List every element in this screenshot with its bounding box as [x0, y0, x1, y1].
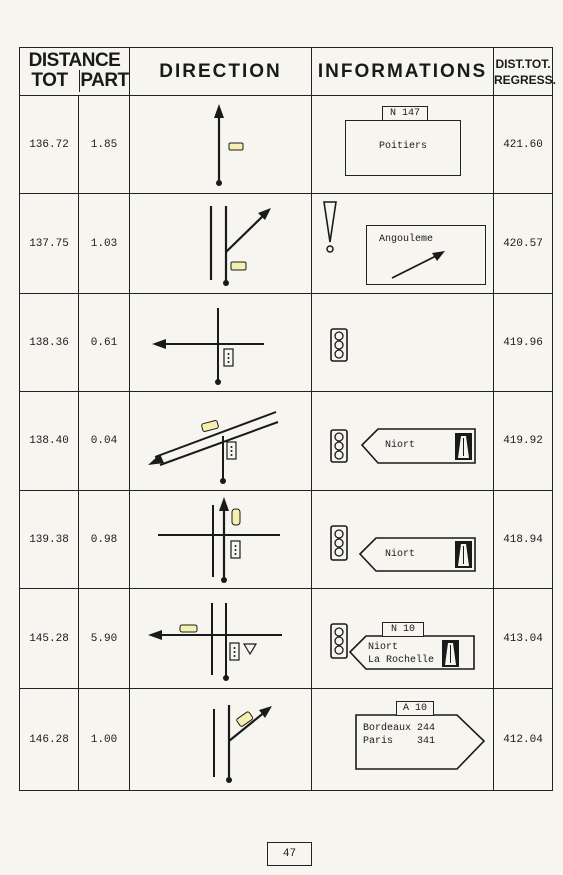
traffic-light-icon: [331, 526, 347, 560]
informations-header: INFORMATIONS: [312, 48, 494, 96]
signs-graphics: [312, 491, 494, 588]
regress-cell: 419.96: [494, 294, 553, 392]
information-cell: [312, 392, 494, 491]
regress-cell: 413.04: [494, 589, 553, 689]
table-row: [20, 194, 553, 294]
regress-label: REGRESS.: [494, 72, 557, 87]
header-row: [20, 48, 553, 96]
part-cell: 1.85: [79, 96, 130, 194]
table-row: [20, 96, 553, 194]
information-cell: [312, 589, 494, 689]
information-cell: [312, 96, 494, 194]
route-number-plate: N 147: [382, 106, 428, 121]
regress-cell: 412.04: [494, 689, 553, 791]
regress-cell: 418.94: [494, 491, 553, 589]
tot-cell: 136.72: [20, 96, 79, 194]
straight-arrow-diagram: [130, 96, 312, 193]
fork-right-diagram: [130, 194, 312, 293]
direction-sign: [345, 120, 461, 176]
part-label: PART: [80, 69, 129, 91]
direction-cell: [130, 194, 312, 294]
dist-regress-header: [494, 48, 557, 96]
crossroad-left-with-yield-diagram: [130, 589, 312, 688]
route-number-plate: N 10: [382, 622, 424, 637]
tot-cell: 146.28: [20, 689, 79, 791]
information-cell: [312, 194, 494, 294]
traffic-light-icon: [312, 294, 494, 391]
sign-destination: Niort: [385, 549, 416, 560]
page-number: 47: [267, 842, 312, 866]
information-cell: [312, 294, 494, 392]
crossroad-left-diagram: [130, 294, 312, 391]
direction-cell: [130, 294, 312, 392]
sign-destination: Paris 341: [363, 736, 436, 747]
direction-cell: [130, 491, 312, 589]
tot-cell: 139.38: [20, 491, 79, 589]
part-cell: 5.90: [79, 589, 130, 689]
direction-cell: [130, 392, 312, 491]
traffic-light-icon: [331, 624, 347, 658]
tot-cell: 138.40: [20, 392, 79, 491]
sign-destination: Niort: [385, 440, 416, 451]
table-row: [20, 294, 553, 392]
information-cell: [312, 689, 494, 791]
direction-header: DIRECTION: [130, 48, 312, 96]
regress-cell: 420.57: [494, 194, 553, 294]
direction-cell: [130, 589, 312, 689]
crossroad-straight-diagram: [130, 491, 312, 588]
part-cell: 0.61: [79, 294, 130, 392]
signs-graphics: [312, 589, 494, 688]
distance-label: DISTANCE: [28, 49, 121, 71]
part-cell: 1.03: [79, 194, 130, 294]
table-row: [20, 392, 553, 491]
sign-destination: Bordeaux 244: [363, 723, 436, 734]
tot-cell: 145.28: [20, 589, 79, 689]
traffic-light-icon: [331, 430, 347, 462]
direction-sign: [366, 225, 486, 285]
direction-cell: [130, 96, 312, 194]
table-row: [20, 589, 553, 689]
table-row: [20, 491, 553, 589]
distance-header: [20, 48, 130, 96]
direction-cell: [130, 689, 312, 791]
regress-cell: 419.92: [494, 392, 553, 491]
sign-destination: La Rochelle: [368, 655, 435, 666]
route-number-plate: A 10: [396, 701, 434, 716]
part-cell: 0.04: [79, 392, 130, 491]
motorway-icon: [455, 541, 472, 568]
tot-cell: 138.36: [20, 294, 79, 392]
motorway-icon: [455, 433, 472, 460]
sign-destination: Niort: [368, 642, 399, 653]
table-row: [20, 689, 553, 791]
motorway-icon: [442, 640, 459, 667]
regress-cell: 421.60: [494, 96, 553, 194]
part-cell: 1.00: [79, 689, 130, 791]
yield-triangle-icon: [244, 644, 256, 654]
sign-destination: Poitiers: [378, 141, 427, 152]
dual-road-left-diagram: [130, 392, 312, 490]
roadbook-table: [19, 47, 557, 791]
fork-right-diagram: [130, 689, 312, 790]
information-cell: [312, 491, 494, 589]
tot-label: TOT: [20, 70, 80, 92]
sign-destination: Angouleme: [379, 234, 434, 245]
dist-tot-label: DIST.TOT.: [495, 56, 551, 71]
part-cell: 0.98: [79, 491, 130, 589]
tot-cell: 137.75: [20, 194, 79, 294]
